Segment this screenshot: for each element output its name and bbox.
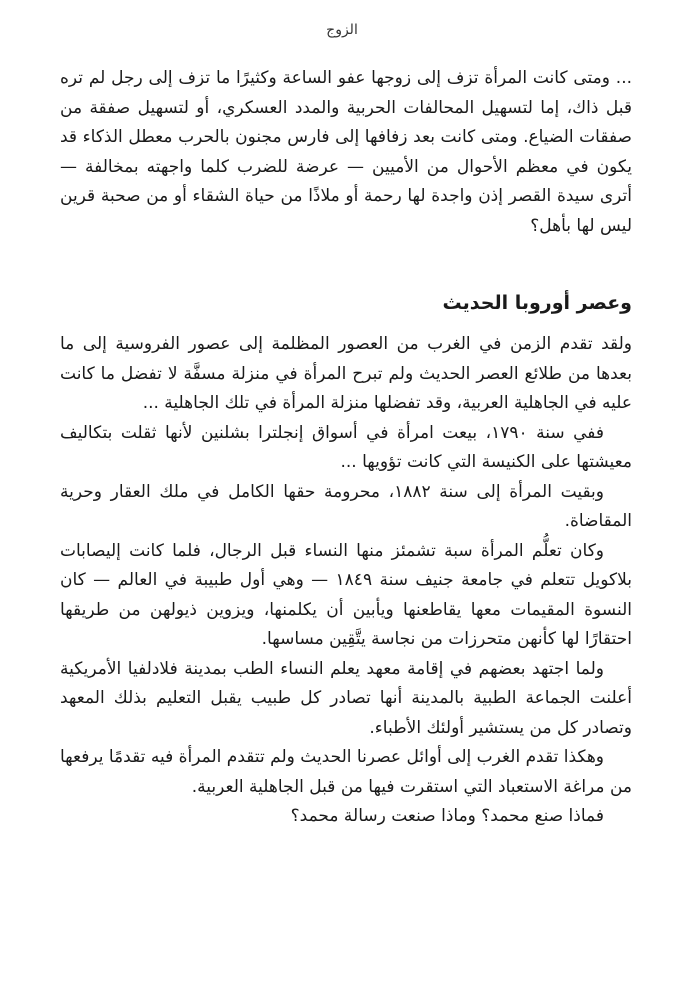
running-header: الزوج <box>326 22 358 38</box>
section-paragraph-2: ففي سنة ١٧٩٠، بيعت امرأة في أسواق إنجلترا بشلنين لأنها ثقلت بتكاليف معيشتها على الكنيسة التي كانت تؤويها ... <box>60 422 632 472</box>
closing-question: فماذا صنع محمد؟ وماذا صنعت رسالة محمد؟ <box>290 806 604 826</box>
section-paragraph-5: ولما اجتهد بعضهم في إقامة معهد يعلم النساء الطب بمدينة فلادلفيا الأمريكية أعلنت الجماعة الطبية بالمدينة أنها تصادر كل طبيب يقبل التعليم بذلك المعهد وتصادر كل من يستشير أولئك الأطباء. <box>60 658 632 738</box>
section-paragraph-3: وبقيت المرأة إلى سنة ١٨٨٢، محرومة حقها الكامل في ملك العقار وحرية المقاضاة. <box>60 481 632 531</box>
section-paragraph-4: وكان تعلُّم المرأة سبة تشمئز منها النساء قبل الرجال، فلما كانت إليصابات بلاكويل تتعلم في جامعة جنيف سنة ١٨٤٩ — وهي أول طبيبة في العالم — كان النسوة المقيمات معها يقاطعنها ويأبين أن يكلمنها، ويزوين ذيولهن من طريقها احتقارًا لها كأنهن متحرزات من نجاسة يتَّقِين مساسها. <box>60 540 632 649</box>
intro-paragraph: ... ومتى كانت المرأة تزف إلى زوجها عفو الساعة وكثيرًا ما تزف إلى رجل لم تره قبل ذاك، إما لتسهيل المحالفات الحربية والمدد العسكري، أو لتسهيل صفقة من صفقات الضياع. ومتى كانت بعد زفافها إلى فارس مجنون بالحرب معطل الذكاء قد يكون في معظم الأحوال من الأميين — عرضة للضرب كلما واجهته بمخالفة — أترى سيدة القصر إذن واجدة لها رحمة أو ملاذًا من حياة الشقاء أو من صحبة قرين ليس لها بأهل؟ <box>60 68 632 236</box>
section-paragraph-6: وهكذا تقدم الغرب إلى أوائل عصرنا الحديث ولم تتقدم المرأة فيه تقدمًا يرفعها من مراغة الاستعباد التي استقرت فيها من قبل الجاهلية العربية. <box>60 747 632 797</box>
page-body <box>60 64 632 832</box>
section-heading: وعصر أوروبا الحديث <box>442 292 632 314</box>
section-paragraph-1: ولقد تقدم الزمن في الغرب من العصور المظلمة إلى عصور الفروسية إلى ما بعدها من طلائع العصر الحديث ولم تبرح المرأة في منزلة مسفَّة لا تفضل ما كانت عليه في الجاهلية العربية، وقد تفضلها منزلة المرأة في تلك الجاهلية ... <box>60 334 632 413</box>
